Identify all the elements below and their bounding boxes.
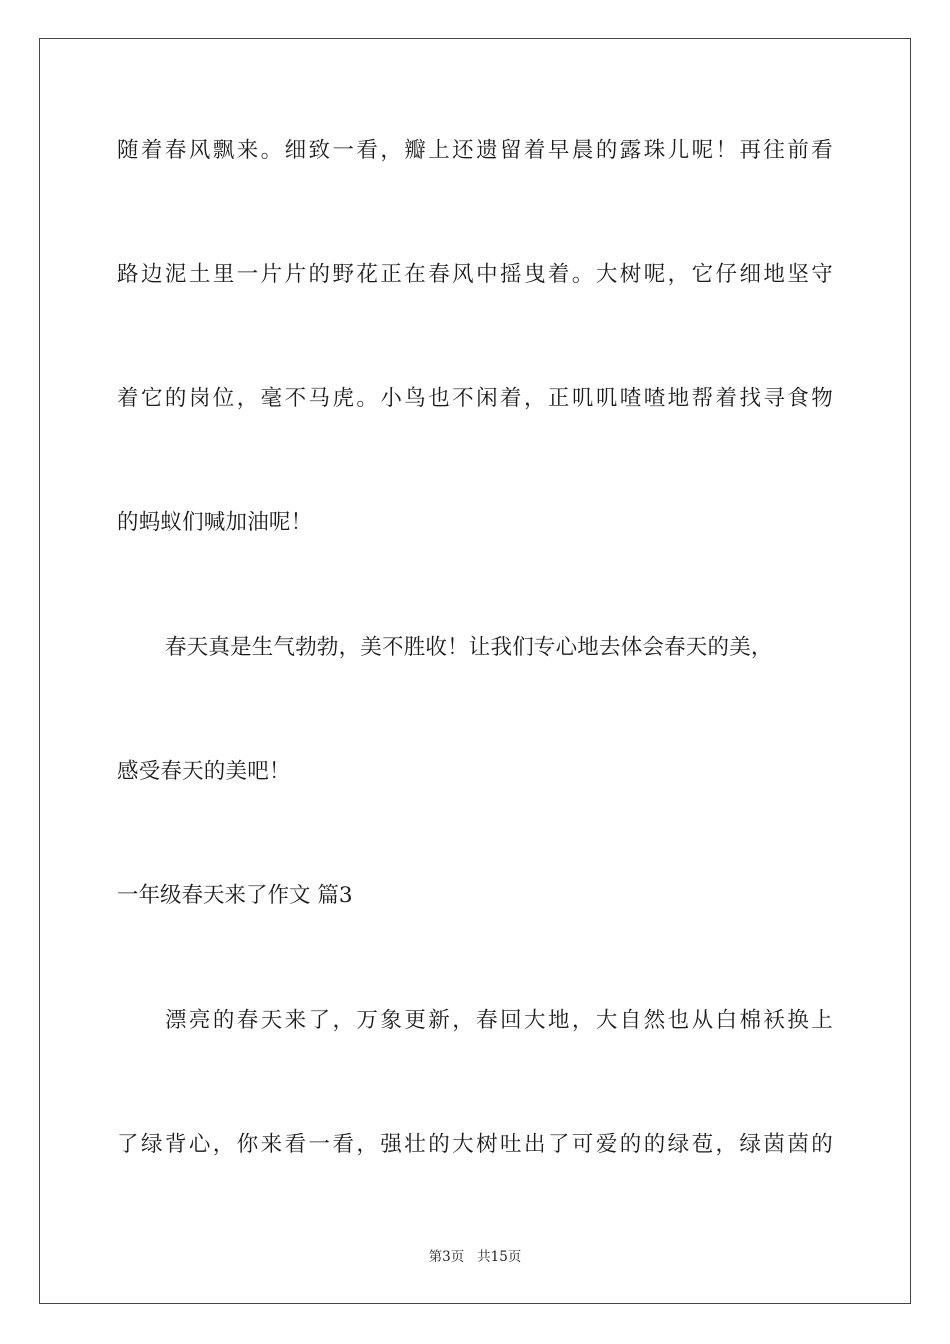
page-number: 第3页 xyxy=(428,1249,465,1265)
page-border xyxy=(39,38,911,1304)
page-footer xyxy=(0,1248,950,1266)
paragraph-line-5: 春天真是生气勃勃，美不胜收！让我们专心地去体会春天的美， xyxy=(165,635,773,660)
text-line-6: 感受春天的美吧！ xyxy=(117,759,291,784)
total-pages: 共15页 xyxy=(477,1249,522,1265)
section-heading: 一年级春天来了作文 篇3 xyxy=(117,883,353,908)
text-line-2: 路边泥土里一片片的野花正在春风中摇曳着。大树呢，它仔细地坚守 xyxy=(117,262,833,287)
text-line-4: 的蚂蚁们喊加油呢！ xyxy=(117,510,313,535)
text-line-1: 随着春风飘来。细致一看，瓣上还遗留着早晨的露珠儿呢！再往前看 xyxy=(117,138,833,163)
text-line-8: 了绿背心，你来看一看，强壮的大树吐出了可爱的的绿苞，绿茵茵的 xyxy=(117,1132,833,1157)
paragraph-line-7: 漂亮的春天来了，万象更新，春回大地，大自然也从白棉袄换上 xyxy=(165,1008,833,1033)
text-line-3: 着它的岗位，毫不马虎。小鸟也不闲着，正叽叽喳喳地帮着找寻食物 xyxy=(117,386,833,411)
